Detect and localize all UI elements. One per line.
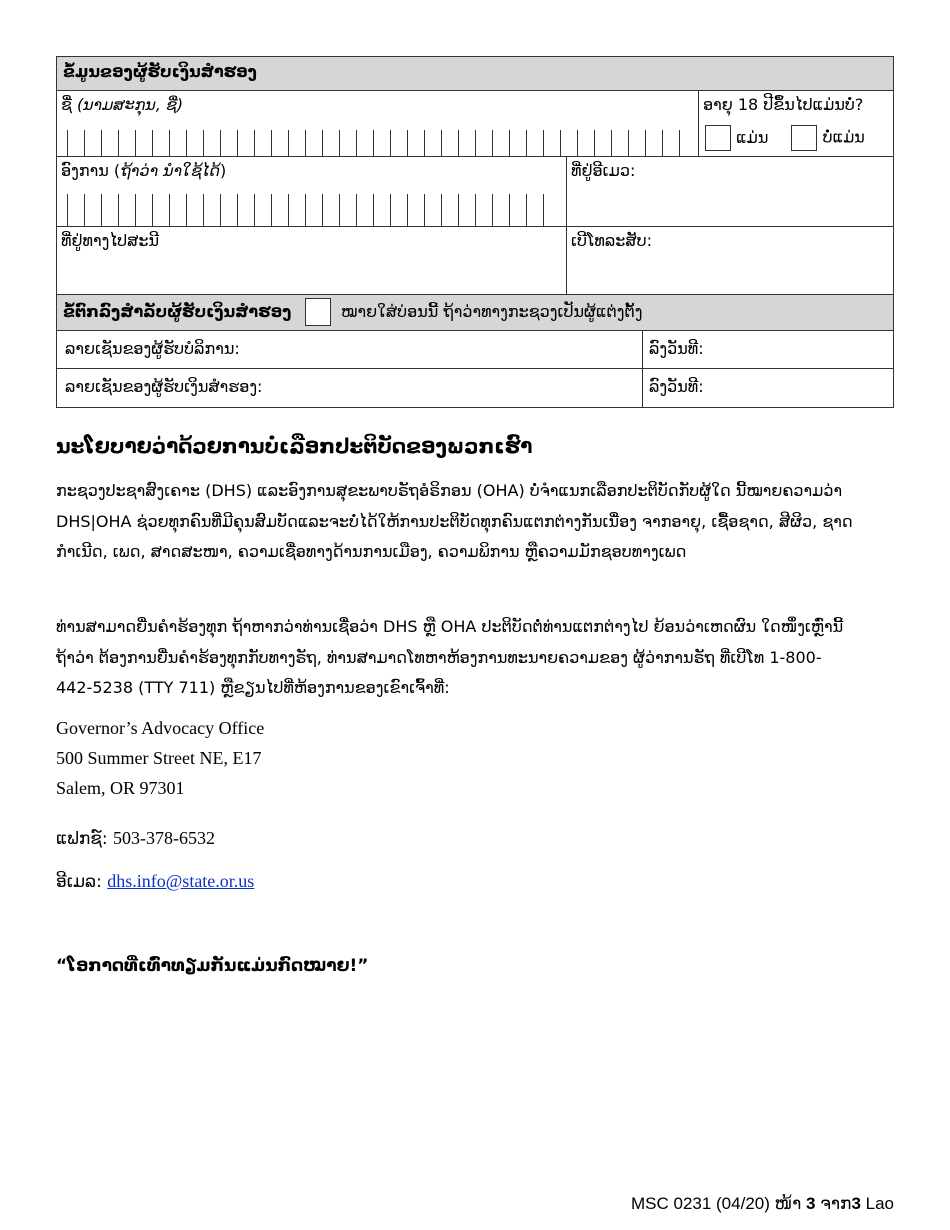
policy-title: ນະໂຍບາຍວ່າດ້ວຍການບໍ່ເລືອກປະຕິບັດຂອງພວກເຮົາ xyxy=(56,434,533,458)
mailing-address-field[interactable] xyxy=(57,227,567,294)
of-word: ຈາກ xyxy=(815,1194,852,1213)
appointed-note: ໝາຍໃສ່ບ່ອນນີ້ ຖ້າວ່າທາງກະຊວງເປັນຜູ້ແຕ່ງຕັ້ງ xyxy=(341,302,643,321)
address-row xyxy=(57,227,893,295)
client-signature-label: ລາຍເຊັນຂອງຜູ້ຮັບບໍລິການ: xyxy=(65,339,240,358)
age-cell xyxy=(699,91,893,156)
alternate-payee-form xyxy=(56,56,894,408)
payee-signature-field[interactable] xyxy=(57,369,643,407)
no-checkbox[interactable] xyxy=(791,125,817,151)
email-line xyxy=(56,871,254,892)
yes-label: ແມ່ນ xyxy=(736,127,769,147)
name-field[interactable] xyxy=(57,91,699,156)
address-line-1: Governor’s Advocacy Office xyxy=(56,718,265,738)
age-question: ອາຍຸ 18 ປີຂຶ້ນໄປແມ່ນບໍ່? xyxy=(703,95,864,114)
client-date-field[interactable] xyxy=(643,331,893,368)
fax-number: 503-378-6532 xyxy=(113,828,215,848)
name-letter-boxes[interactable] xyxy=(67,130,696,156)
slogan: “ໂອກາດທີ່ເທົ່າທຽມກັນແມ່ນກົດໝາຍ!” xyxy=(56,956,369,976)
page-number: 3 xyxy=(806,1194,816,1213)
section-header xyxy=(57,57,893,91)
client-date-label: ລົງວັນທີ: xyxy=(649,339,704,358)
agency-field[interactable] xyxy=(57,157,567,226)
mailing-address-label: ທີ່ຢູ່ທາງໄປສະນີ xyxy=(61,231,160,250)
page-total: 3 xyxy=(851,1194,861,1213)
fax-label: ແຟກຊ໌: xyxy=(56,829,113,849)
signature-header-text: ຂໍ້ຕົກລົງສໍາລັບຜູ້ຮັບເງິນສໍາຮອງ xyxy=(63,302,292,321)
address-line-2: 500 Summer Street NE, E17 xyxy=(56,748,262,768)
name-label: ຊື່ (ນາມສະກຸນ, ຊື່) xyxy=(61,95,184,114)
payee-signature-label: ລາຍເຊັນຂອງຜູ້ຮັບເງິນສໍາຮອງ: xyxy=(65,377,263,396)
signature-header xyxy=(57,295,893,331)
email-field[interactable] xyxy=(567,157,893,226)
phone-label: ເບີໂທລະສັບ: xyxy=(571,231,652,250)
section-header-text: ຂໍ້ມູນຂອງຜູ້ຮັບເງິນສໍາຮອງ xyxy=(63,62,257,81)
no-label: ບໍ່ແມ່ນ xyxy=(822,127,865,147)
email-link[interactable]: dhs.info@state.or.us xyxy=(107,871,255,891)
client-signature-row xyxy=(57,331,893,369)
name-row xyxy=(57,91,893,157)
policy-paragraph-2: ທ່ານສາມາດຍື່ນຄໍາຮ້ອງທຸກ ຖ້າຫາກວ່າທ່ານເຊື່ອວ່າ DHS ຫຼື OHA ປະຕິບັດຕໍ່ທ່ານແຕກຕ່າງໄປ ຍ້ອນວ່າເຫດຜົນ ໃດໜຶ່ງເຫຼົ່ານີ້ ຖ້າວ່າ ຕ້ອງການຍື່ນຄໍາຮ້ອງທຸກກັບທາງຣັຖ, ທ່ານສາມາດໂທຫາຫ້ອງການທະນາຍຄວາມຂອງ ຜູ້ວ່າການຣັຖ ທີ່ເບີໂທ 1-800-442-5238 (TTY 711) ຫຼືຂຽນໄປທີ່ຫ້ອງການຂອງເຂົາເຈົ້າທີ່: xyxy=(56,617,844,697)
fax-line xyxy=(56,828,215,849)
payee-signature-row xyxy=(57,369,893,407)
page-word: ໜ້າ xyxy=(774,1194,806,1213)
email-label: ທີ່ຢູ່ອີເມວ: xyxy=(571,161,636,180)
age-options xyxy=(705,125,865,151)
agency-label: ອົງການ (ຖ້າວ່າ ນໍາໃຊ້ໄດ້) xyxy=(61,161,227,180)
address-line-3: Salem, OR 97301 xyxy=(56,778,185,798)
agency-letter-boxes[interactable] xyxy=(67,194,560,226)
phone-field[interactable] xyxy=(567,227,893,294)
policy-paragraph-1: ກະຊວງປະຊາສົງເຄາະ (DHS) ແລະອົງການສຸຂະພາບຣັຖອໍຣິກອນ (OHA) ບໍ່ຈໍາແນກເລືອກປະຕິບັດກັບຜູ້ໃດ ນີ້ໝາຍຄວາມວ່າ DHS|OHA ຊ່ວຍທຸກຄົນທີ່ມີຄຸນສົມບັດແລະຈະບໍ່ໄດ້ໃຫ້ການປະຕິບັດທຸກຄົນແຕກຕ່າງກັນເນື່ອງ ຈາກອາຍຸ, ເຊື້ອຊາດ, ສີຜິວ, ຊາດກໍາເນີດ, ເພດ, ສາດສະໜາ, ຄວາມເຊື່ອທາງດ້ານການເມືອງ, ຄວາມພິການ ຫຼືຄວາມມັກຊອບທາງເພດ xyxy=(56,481,853,561)
payee-date-label: ລົງວັນທີ: xyxy=(649,377,704,396)
email-contact-label: ອີເມລ: xyxy=(56,872,108,892)
yes-checkbox[interactable] xyxy=(705,125,731,151)
language: Lao xyxy=(860,1194,894,1213)
payee-date-field[interactable] xyxy=(643,369,893,407)
client-signature-field[interactable] xyxy=(57,331,643,368)
form-id: MSC 0231 (04/20) xyxy=(630,1194,775,1213)
page-footer xyxy=(631,1194,894,1214)
agency-row xyxy=(57,157,893,227)
appointed-checkbox[interactable] xyxy=(305,298,331,326)
